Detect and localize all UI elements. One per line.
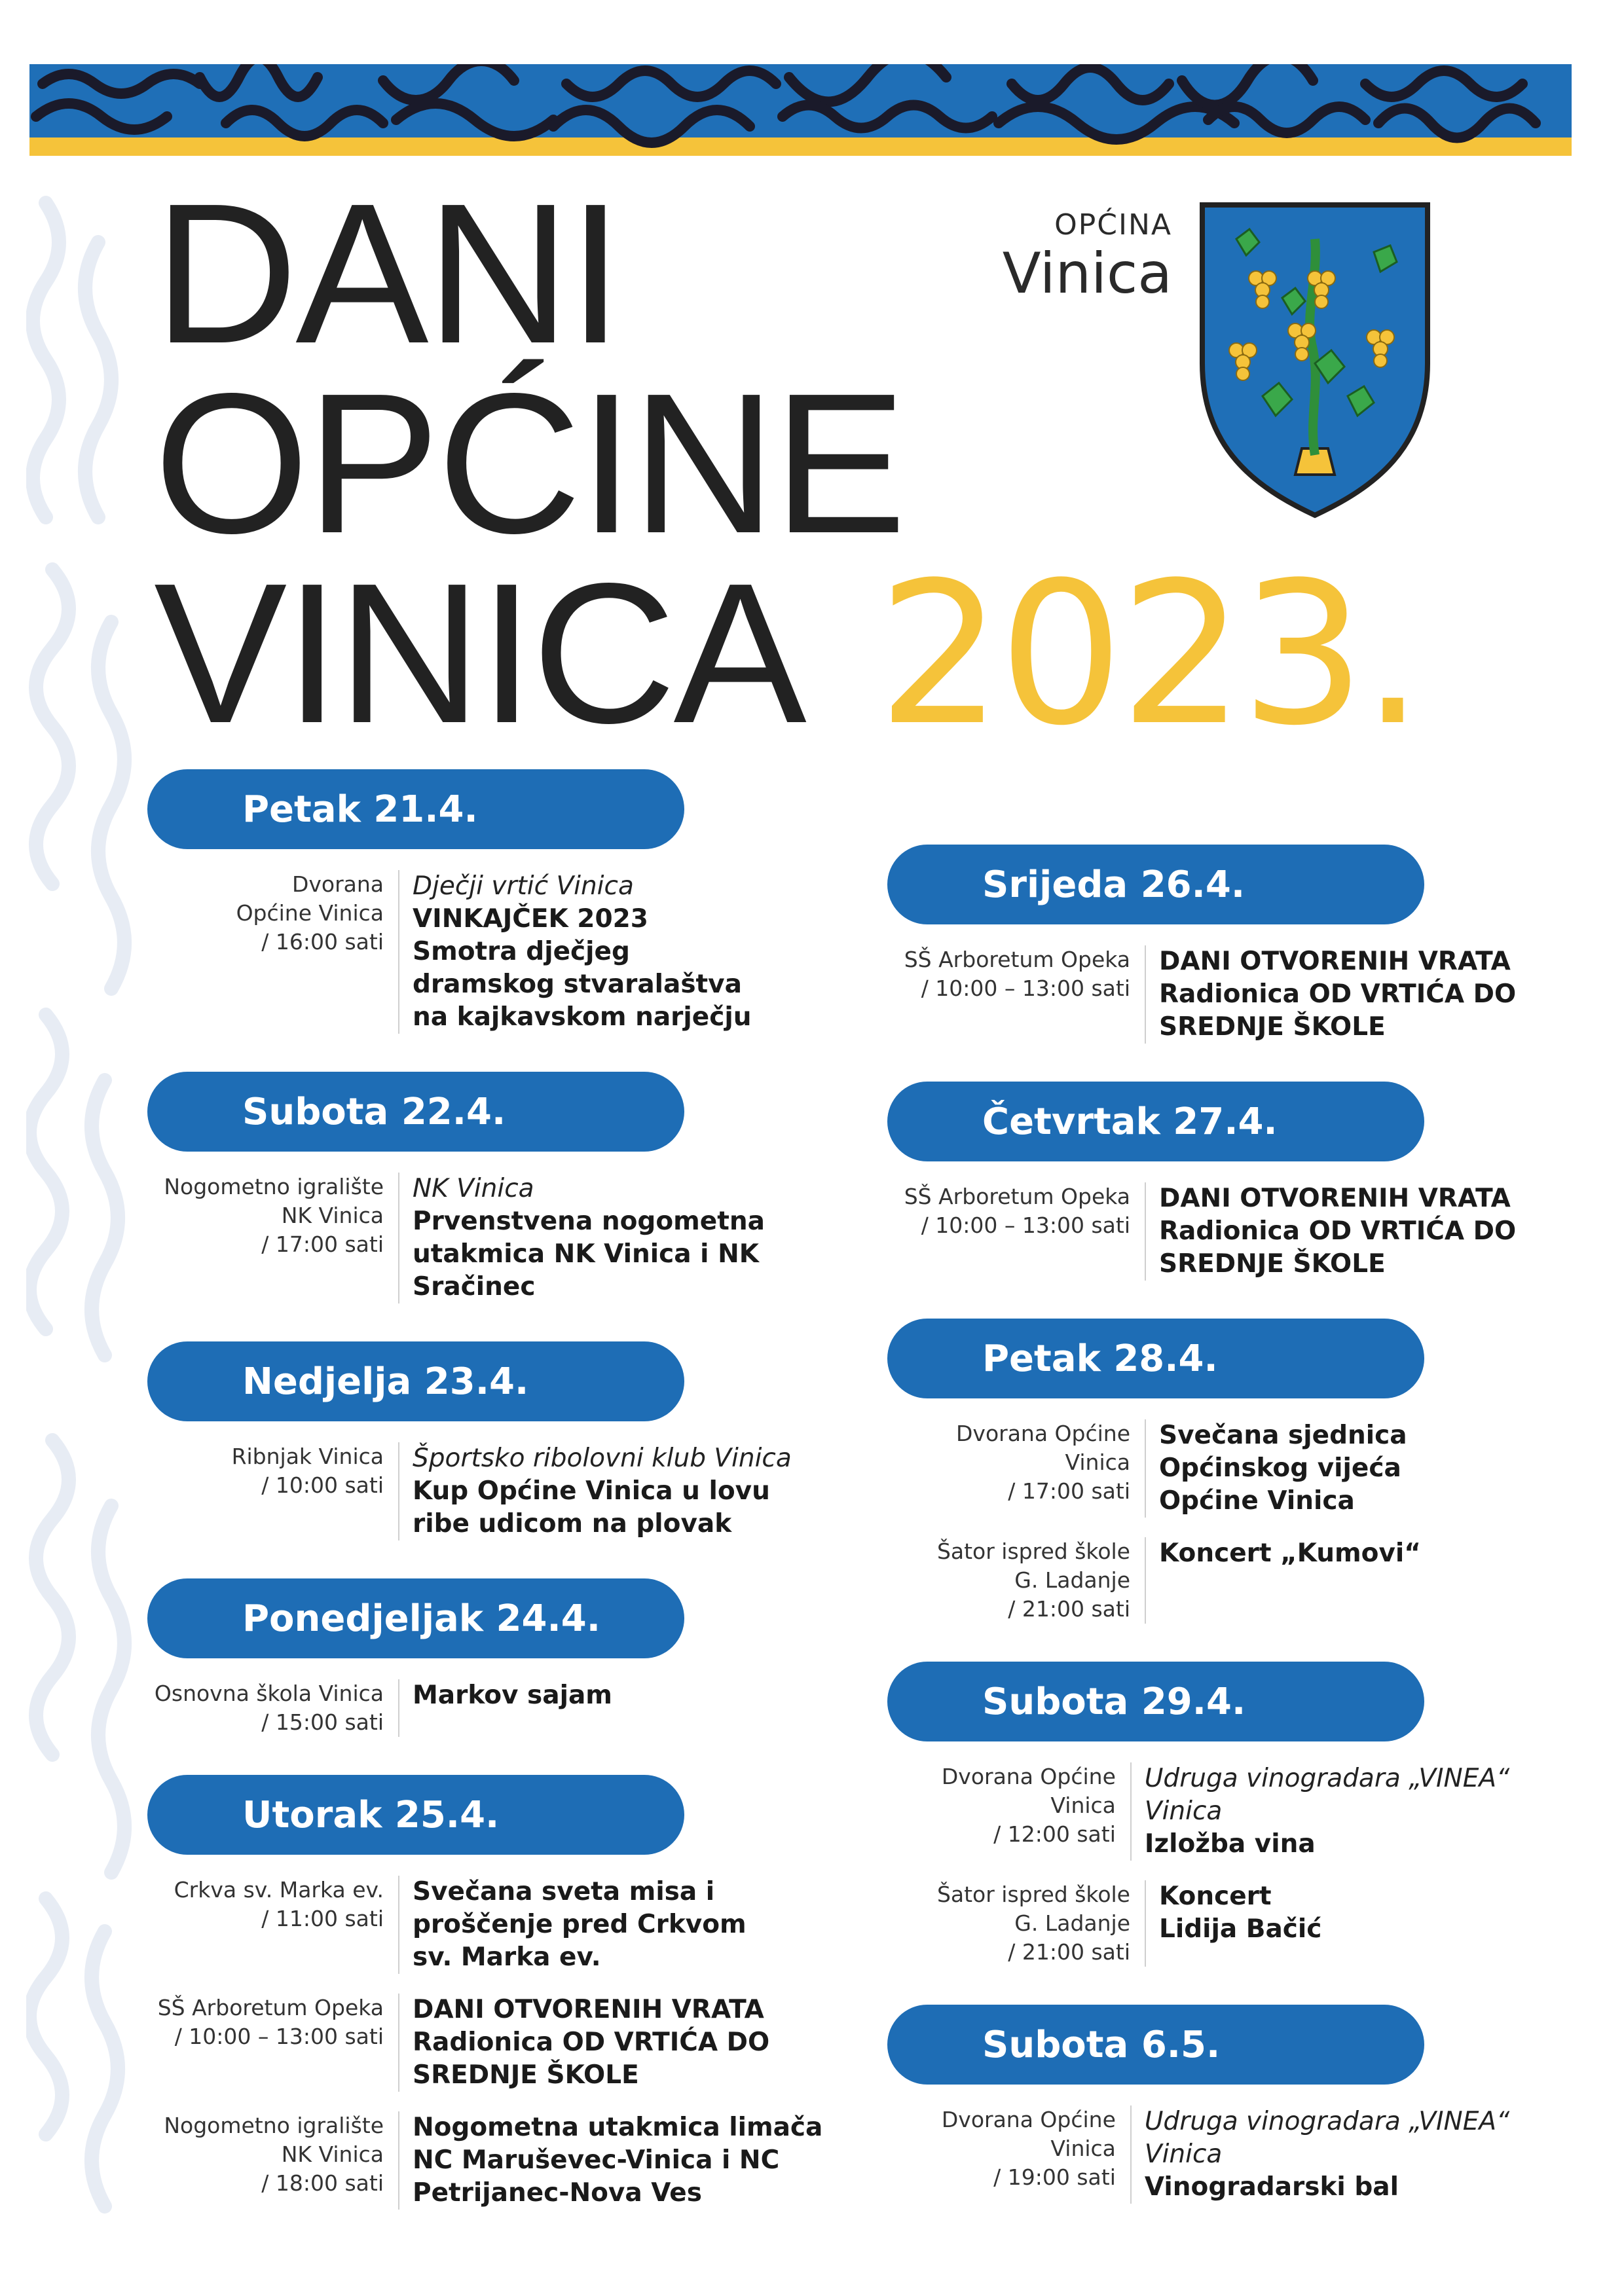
event-location-time [147,2111,399,2210]
event-organizer: Udruga vinogradara „VINEA“ Vinica [1144,2107,1510,2169]
event-row [887,945,1568,1044]
event-list [887,2105,1568,2204]
event-place-line: G. Ladanje [1014,1910,1130,1936]
decorative-banner [29,64,1572,156]
day-block [147,769,841,1034]
event-title-line: SREDNJE ŠKOLE [1159,1012,1386,1042]
event-place-line: / 12:00 sati [993,1821,1116,1847]
day-block [147,1341,841,1540]
event-place-line: SŠ Arboretum Opeka [904,1184,1130,1209]
event-place-line: / 11:00 sati [261,1906,384,1931]
schedule-left-column [147,769,841,2210]
day-block [887,1319,1568,1624]
day-block [887,1662,1568,1967]
event-list [887,1762,1568,1967]
event-title-line: ribe udicom na plovak [413,1509,732,1539]
event-place-line: SŠ Arboretum Opeka [904,947,1130,972]
coat-of-arms-icon [1197,200,1433,520]
event-description [399,1442,792,1540]
event-organizer: NK Vinica [413,1174,534,1203]
event-list [147,1173,841,1303]
event-location-time [147,1876,399,1974]
event-title-line: Sračinec [413,1272,536,1302]
event-row [887,1537,1568,1624]
day-spacer [887,1967,1568,2005]
event-place-line: Općine Vinica [236,900,384,926]
day-heading: Srijeda 26.4. [887,845,1424,924]
event-title-line: Izložba vina [1144,1829,1316,1859]
event-location-time [887,1880,1146,1967]
event-title-line: Kup Općine Vinica u lovu [413,1476,770,1506]
event-place-line: / 17:00 sati [261,1231,384,1257]
event-row [887,1419,1568,1518]
event-title-line: Radionica OD VRTIĆA DO [1159,1216,1517,1246]
event-place-line: Nogometno igralište [164,1174,384,1199]
day-block [887,1082,1568,1281]
day-spacer [147,1303,841,1341]
event-place-line: Osnovna škola Vinica [154,1681,384,1706]
day-spacer [147,1034,841,1072]
municipality-logo-text [982,208,1172,306]
title-line-2: OPĆINE [154,352,904,575]
event-description [1146,1182,1516,1281]
event-title-line: Petrijanec-Nova Ves [413,2178,702,2208]
event-title-line: Nogometna utakmica limača [413,2113,823,2142]
event-place-line: / 18:00 sati [261,2170,384,2196]
event-list [147,1876,841,2210]
event-title-line: Koncert „Kumovi“ [1159,1539,1421,1568]
event-title-line: Koncert [1159,1882,1272,1911]
event-title-line: Lidija Bačić [1159,1914,1322,1944]
event-row [887,1182,1568,1281]
event-title-line: Radionica OD VRTIĆA DO [1159,979,1517,1009]
event-title-line: proščenje pred Crkvom [413,1910,747,1939]
event-place-line: / 19:00 sati [993,2164,1116,2190]
event-row [147,1876,841,1974]
event-location-time [147,1994,399,2092]
event-description [399,2111,822,2210]
day-heading: Subota 29.4. [887,1662,1424,1741]
event-description [1132,1762,1568,1861]
logo-big-text: Vinica [1002,241,1172,306]
event-place-line: / 10:00 – 13:00 sati [921,975,1130,1001]
event-title-line: Smotra dječjeg [413,937,630,966]
event-description [399,1876,747,1974]
day-heading: Petak 21.4. [147,769,684,849]
event-title-line: Općine Vinica [1159,1486,1355,1516]
event-title-line: na kajkavskom narječju [413,1002,752,1032]
day-heading: Subota 22.4. [147,1072,684,1152]
event-description [1146,945,1516,1044]
event-description [399,1679,612,1737]
event-title-line: SREDNJE ŠKOLE [1159,1249,1386,1279]
event-row [147,1994,841,2092]
day-spacer [887,1281,1568,1319]
day-spacer [887,1044,1568,1082]
event-location-time [887,945,1146,1044]
event-place-line: Šator ispred škole [936,1539,1130,1564]
event-description [399,1173,765,1303]
day-spacer [887,1624,1568,1662]
event-title-line: Prvenstvena nogometna [413,1207,765,1236]
event-list [887,1182,1568,1281]
event-row [147,2111,841,2210]
event-title-line: NC Maruševec-Vinica i NC [413,2145,780,2175]
day-heading: Subota 6.5. [887,2005,1424,2085]
event-place-line: / 15:00 sati [261,1709,384,1735]
event-list [147,1442,841,1540]
title-line-1: DANI [154,162,621,385]
event-location-time [147,1679,399,1737]
day-block [147,1072,841,1303]
event-title-line: Općinskog vijeća [1159,1453,1401,1483]
event-description [1146,1880,1321,1967]
event-title-line: dramskog stvaralaštva [413,970,742,999]
event-place-line: Šator ispred škole [936,1882,1130,1907]
day-block [887,2005,1568,2204]
event-list [887,1419,1568,1624]
event-title-line: SREDNJE ŠKOLE [413,2060,639,2090]
event-title-line: VINKAJČEK 2023 [413,904,648,934]
event-place-line: / 21:00 sati [1008,1939,1130,1965]
event-list [887,945,1568,1044]
day-block [147,1775,841,2210]
event-description [1146,1537,1421,1624]
event-location-time [147,870,399,1034]
event-place-line: SŠ Arboretum Opeka [157,1995,384,2020]
event-place-line: NK Vinica [281,1203,384,1228]
event-description [1146,1419,1407,1518]
event-description [399,1994,769,2092]
event-title-line: DANI OTVORENIH VRATA [1159,1184,1511,1213]
day-heading: Utorak 25.4. [147,1775,684,1855]
event-place-line: / 10:00 – 13:00 sati [174,2024,384,2049]
event-location-time [887,2105,1132,2204]
day-spacer [147,1737,841,1775]
event-place-line: Crkva sv. Marka ev. [174,1877,384,1903]
event-row [887,2105,1568,2204]
schedule-right-column [887,845,1568,2204]
event-organizer: Dječji vrtić Vinica [413,871,634,901]
event-title-line: Svečana sjednica [1159,1421,1407,1450]
event-place-line: / 17:00 sati [1008,1478,1130,1504]
event-location-time [887,1537,1146,1624]
event-list [147,870,841,1034]
event-description [399,870,751,1034]
event-title-line: sv. Marka ev. [413,1942,601,1972]
event-location-time [887,1419,1146,1518]
event-organizer: Udruga vinogradara „VINEA“ Vinica [1144,1764,1510,1826]
day-heading: Nedjelja 23.4. [147,1341,684,1421]
day-block [147,1578,841,1737]
event-location-time [147,1442,399,1540]
event-location-time [147,1173,399,1303]
event-row [147,1679,841,1737]
event-title-line: Markov sajam [413,1681,612,1710]
day-heading: Petak 28.4. [887,1319,1424,1398]
day-spacer [147,1540,841,1578]
event-title-line: Radionica OD VRTIĆA DO [413,2028,770,2057]
background-pattern [26,164,157,2259]
event-title-line: utakmica NK Vinica i NK [413,1239,759,1269]
title-line-3: VINICA [154,541,804,765]
event-title-line: DANI OTVORENIH VRATA [413,1995,764,2024]
event-place-line: / 16:00 sati [261,929,384,955]
event-place-line: NK Vinica [281,2141,384,2167]
event-organizer: Športsko ribolovni klub Vinica [413,1444,792,1473]
event-location-time [887,1762,1132,1861]
event-place-line: Dvorana [291,871,384,897]
event-place-line: Nogometno igralište [164,2113,384,2138]
logo-small-text: OPĆINA [1054,208,1172,242]
event-place-line: Dvorana Općine Vinica [941,2107,1116,2161]
event-row [147,1442,841,1540]
event-row [147,870,841,1034]
event-row [887,1880,1568,1967]
title-year: 2023. [877,540,1420,769]
event-title-line: DANI OTVORENIH VRATA [1159,947,1511,976]
event-list [147,1679,841,1737]
day-heading: Četvrtak 27.4. [887,1082,1424,1161]
event-place-line: G. Ladanje [1014,1567,1130,1593]
day-heading: Ponedjeljak 24.4. [147,1578,684,1658]
event-place-line: Ribnjak Vinica [231,1444,384,1469]
event-description [1132,2105,1568,2204]
event-place-line: / 10:00 – 13:00 sati [921,1212,1130,1238]
event-title-line: Vinogradarski bal [1144,2172,1399,2202]
event-place-line: / 10:00 sati [261,1472,384,1498]
event-place-line: Dvorana Općine Vinica [941,1764,1116,1818]
day-block [887,845,1568,1044]
event-location-time [887,1182,1146,1281]
event-row [887,1762,1568,1861]
event-place-line: Dvorana Općine Vinica [956,1421,1130,1475]
event-title-line: Svečana sveta misa i [413,1877,715,1906]
event-row [147,1173,841,1303]
event-place-line: / 21:00 sati [1008,1596,1130,1622]
